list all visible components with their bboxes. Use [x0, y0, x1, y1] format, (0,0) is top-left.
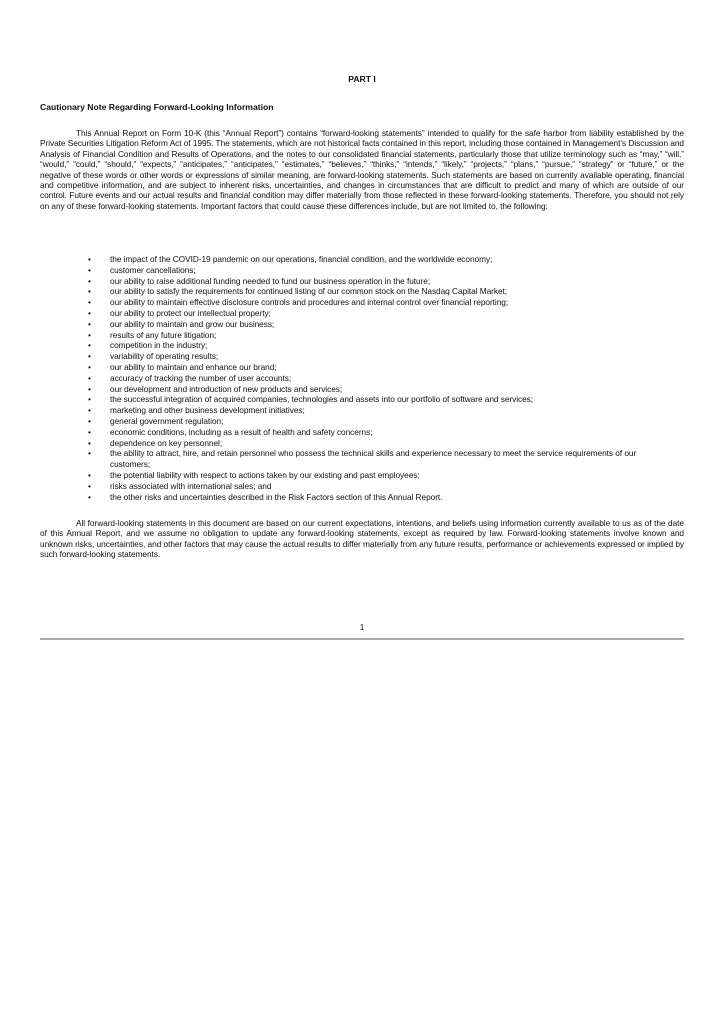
list-item-text: our ability to raise additional funding needed to fund our business operation in the future;: [110, 275, 431, 286]
bullet-icon: •: [88, 469, 91, 480]
bullet-icon: •: [88, 340, 91, 351]
list-item: [88, 286, 648, 297]
list-item-text: the impact of the COVID-19 pandemic on our operations, financial condition, and the worldwide economy;: [110, 254, 493, 264]
list-item-text: our ability to maintain effective disclosure controls and procedures and internal control over financial reporting;: [110, 297, 509, 308]
list-item-text: economic conditions, including as a result of health and safety concerns;: [110, 426, 373, 437]
bullet-icon: •: [88, 448, 91, 459]
list-item: [88, 416, 648, 427]
bullet-icon: •: [88, 405, 91, 416]
list-item-text: our ability to protect our intellectual property;: [110, 307, 271, 318]
section-heading: Cautionary Note Regarding Forward-Looking Information: [40, 102, 274, 112]
list-item: [88, 308, 648, 319]
list-item: [88, 427, 648, 438]
list-item-text: variability of operating results;: [110, 351, 219, 362]
bullet-icon: •: [88, 318, 91, 329]
list-item-text: general government regulation;: [110, 415, 224, 426]
list-item-text: results of any future litigation;: [110, 329, 217, 340]
list-item: [88, 330, 648, 341]
list-item-text: the other risks and uncertainties described in the Risk Factors section of this Annual Report.: [110, 491, 443, 502]
bullet-icon: •: [88, 426, 91, 437]
list-item-text: marketing and other business development initiatives;: [110, 405, 305, 416]
bullet-icon: •: [88, 275, 91, 286]
list-item-text: dependence on key personnel;: [110, 437, 223, 448]
list-item: [88, 340, 648, 351]
list-item: [88, 481, 648, 492]
list-item-text: our ability to maintain and grow our business;: [110, 318, 275, 329]
list-item: [88, 276, 648, 287]
page-number: 1: [359, 622, 365, 632]
bullet-icon: •: [88, 351, 91, 362]
list-item-text: our ability to satisfy the requirements for continued listing of our common stock on the Nasdaq Capital Market;: [110, 286, 508, 297]
part-title: PART I: [348, 74, 376, 84]
list-item: [88, 394, 648, 405]
bullet-icon: •: [88, 286, 91, 297]
bullet-icon: •: [88, 361, 91, 372]
list-item-text: our development and introduction of new products and services;: [110, 383, 343, 394]
bullet-icon: •: [88, 437, 91, 448]
bullet-icon: •: [88, 383, 91, 394]
bullet-icon: •: [88, 254, 91, 264]
bullet-icon: •: [88, 394, 91, 405]
intro-paragraph: This Annual Report on Form 10-K (this “Annual Report”) contains “forward-looking statements” intended to qualify for the safe harbor from liability established by the Private Securities Litigation Reform Act of 1995. The statements, which are not historical facts contained in this report, including those contained in Management’s Discussion and Analysis of Financial Condition and Results of Operations, and the notes to our consolidated financial statements, particularly those that utilize terminology such as “may,” “will,” “would,” “could,” “should,” “expects,” “anticipates,” “anticipates,” “estimates,” “believes,” “thinks,” “intends,” “likely,” “projects,” “plans,” “pursue,” “strategy” or “future,” or the negative of these words or other words or expressions of similar meaning, are forward-looking statements. Such statements are based on currently available operating, financial and competitive information, and are subject to inherent risks, uncertainties, and changes in circumstances that are difficult to predict and many of which are outside of our control. Future events and our actual results and financial condition may differ materially from those reflected in these forward-looking statements. Therefore, you should not rely on any of these forward-looking statements. Important factors that could cause these differences include, but are not limited to, the following:: [40, 128, 684, 211]
list-item: [88, 373, 648, 384]
bullet-icon: •: [88, 329, 91, 340]
list-item-text: competition in the industry;: [110, 340, 208, 351]
list-item: [88, 351, 648, 362]
list-item: [88, 448, 648, 470]
list-item-text: the ability to attract, hire, and retain personnel who possess the technical skills and experience necessary to meet the service requirements of our customers;: [110, 448, 637, 470]
bullet-icon: •: [88, 297, 91, 308]
footer-divider: [40, 638, 684, 640]
list-item-text: the successful integration of acquired companies, technologies and assets into our portfolio of software and services;: [110, 394, 534, 405]
list-item: [88, 254, 648, 265]
bullet-icon: •: [88, 307, 91, 318]
risk-factor-list: [88, 254, 648, 502]
list-item: [88, 492, 648, 503]
list-item-text: the potential liability with respect to actions taken by our existing and past employees;: [110, 469, 420, 480]
list-item: [88, 362, 648, 373]
list-item: [88, 297, 648, 308]
closing-paragraph: All forward-looking statements in this document are based on our current expectations, intentions, and beliefs using information currently available to us as of the date of this Annual Report, and we assume no obligation to update any forward-looking statements, except as required by law. Forward-looking statements involve known and unknown risks, uncertainties, and other factors that may cause the actual results to differ materially from any future results, performance or achievements expressed or implied by such forward-looking statements.: [40, 518, 684, 560]
bullet-icon: •: [88, 480, 91, 491]
list-item: [88, 438, 648, 449]
list-item: [88, 405, 648, 416]
bullet-icon: •: [88, 264, 91, 275]
list-item: [88, 384, 648, 395]
bullet-icon: •: [88, 372, 91, 383]
list-item: [88, 265, 648, 276]
list-item-text: accuracy of tracking the number of user accounts;: [110, 372, 292, 383]
list-item: [88, 470, 648, 481]
list-item-text: risks associated with international sales; and: [110, 480, 272, 491]
bullet-icon: •: [88, 491, 91, 502]
list-item-text: customer cancellations;: [110, 264, 196, 275]
list-item-text: our ability to maintain and enhance our brand;: [110, 361, 277, 372]
bullet-icon: •: [88, 415, 91, 426]
list-item: [88, 319, 648, 330]
